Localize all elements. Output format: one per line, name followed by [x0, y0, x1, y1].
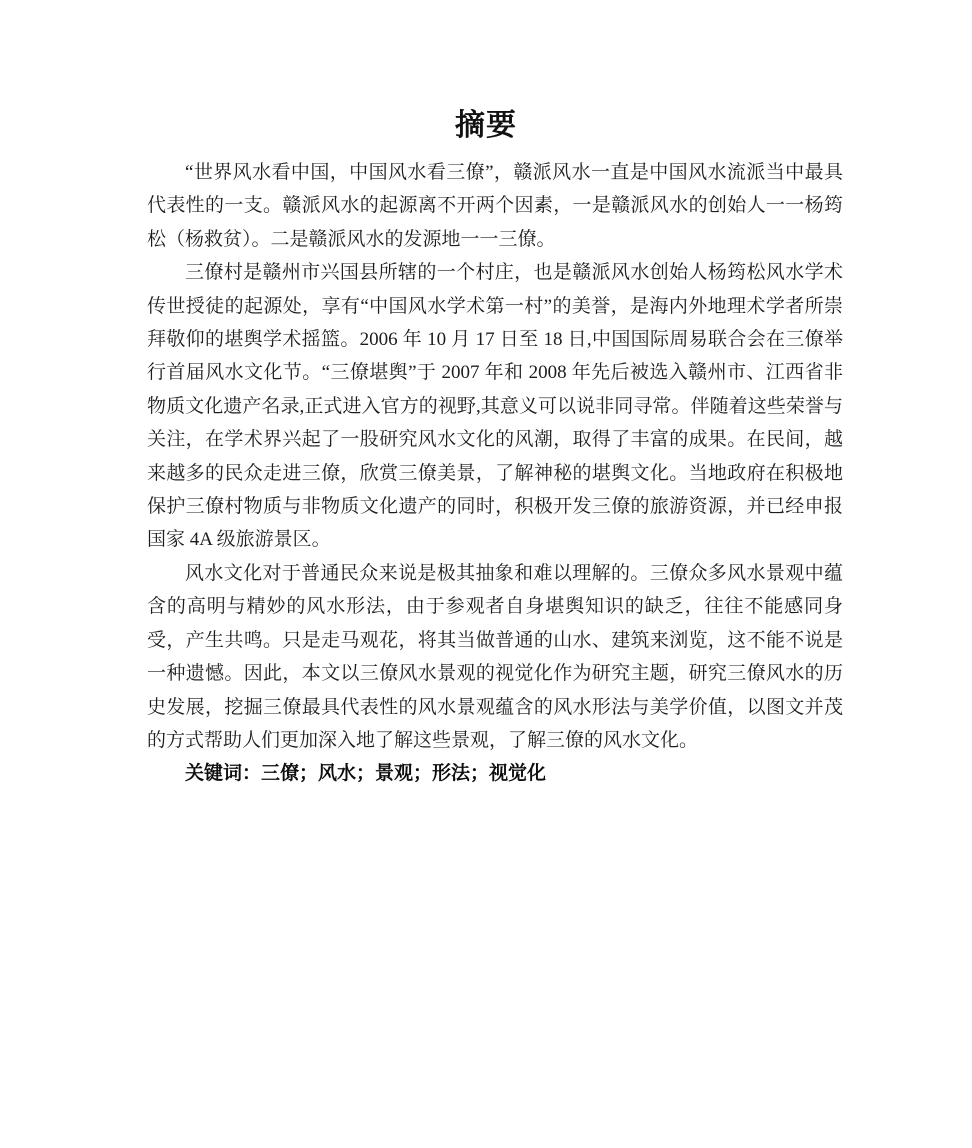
keywords-line: 关键词：三僚；风水；景观；形法；视觉化 — [185, 763, 547, 785]
abstract-paragraph: 风水文化对于普通民众来说是极其抽象和难以理解的。三僚众多风水景观中蕴含的高明与精妙的风水形法，由于参观者自身堪舆知识的缺乏，往往不能感同身受，产生共鸣。只是走马观花，将其当做普通的山水、建筑来浏览，这不能不说是一种遗憾。因此，本文以三僚风水景观的视觉化作为研究主题，研究三僚风水的历史发展，挖掘三僚最具代表性的风水景观蕴含的风水形法与美学价值，以图文并茂的方式帮助人们更加深入地了解这些景观，了解三僚的风水文化。 — [147, 562, 843, 751]
abstract-body — [147, 156, 843, 791]
abstract-paragraph: 三僚村是赣州市兴国县所辖的一个村庄，也是赣派风水创始人杨筠松风水学术传世授徒的起源处，享有“中国风水学术第一村”的美誉，是海内外地理术学者所崇拜敬仰的堪舆学术摇篮。2006 年 10 月 17 日至 18 日,中国国际周易联合会在三僚举行首届风水文化节。“三僚堪舆”于 2007 年和 2008 年先后被选入赣州市、江西省非物质文化遗产名录,正式进入官方的视野,其意义可以说非同寻常。伴随着这些荣誉与关注，在学术界兴起了一股研究风水文化的风潮，取得了丰富的成果。在民间，越来越多的民众走进三僚，欣赏三僚美景，了解神秘的堪舆文化。当地政府在积极地保护三僚村物质与非物质文化遗产的同时，积极开发三僚的旅游资源，并已经申报国家 4A 级旅游景区。 — [147, 262, 843, 551]
abstract-paragraph: “世界风水看中国，中国风水看三僚”，赣派风水一直是中国风水流派当中最具代表性的一支。赣派风水的起源离不开两个因素，一是赣派风水的创始人一一杨筠松（杨救贫）。二是赣派风水的发源地一一三僚。 — [147, 162, 843, 250]
page-title: 摘要 — [455, 109, 517, 142]
